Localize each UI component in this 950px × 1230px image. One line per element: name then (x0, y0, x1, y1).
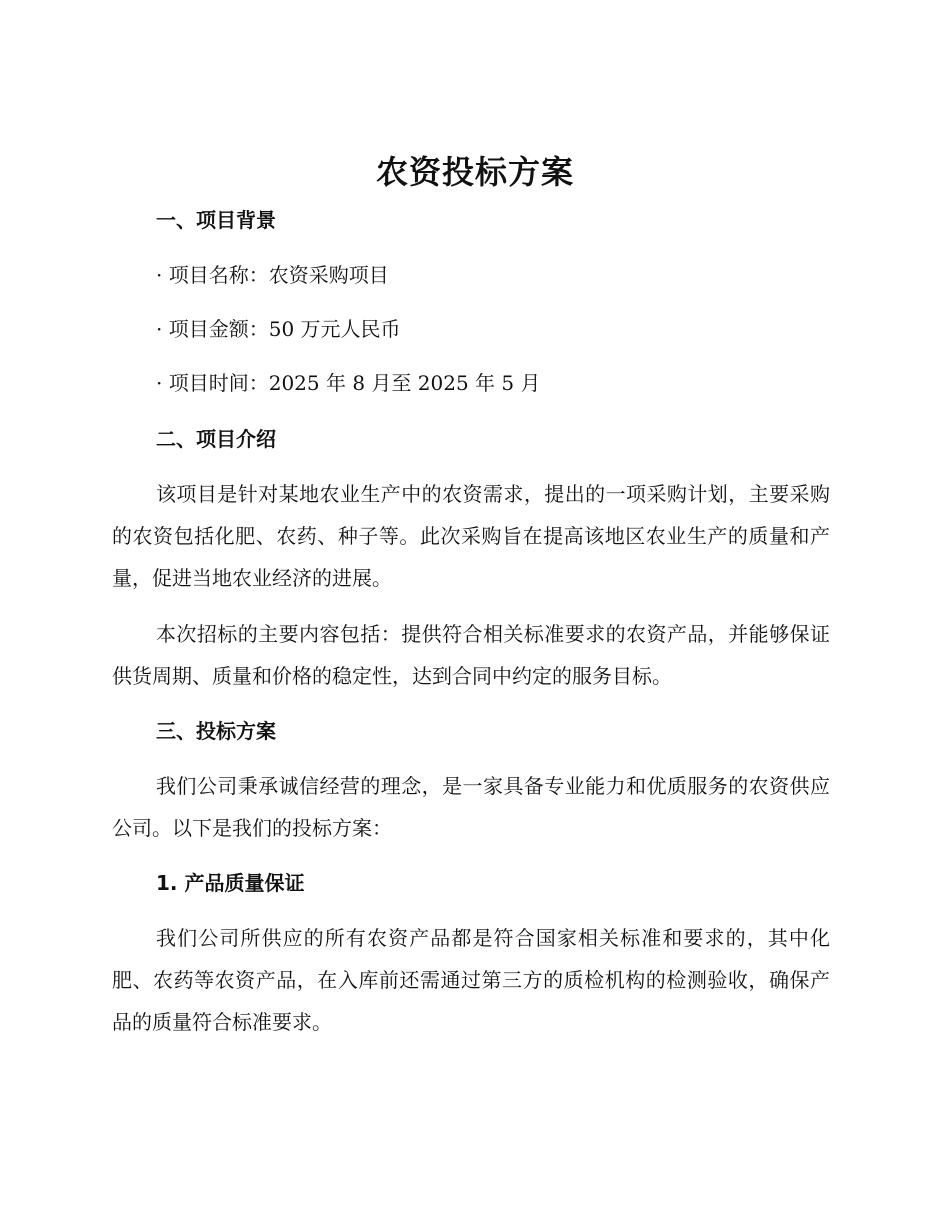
quality-paragraph-1 (112, 917, 830, 1043)
intro-paragraph-2 (112, 613, 830, 697)
paragraph-text: 该项目是针对某地农业生产中的农资需求，提出的一项采购计划，主要采购的农资包括化肥、农药、种子等。此次采购旨在提高该地区农业生产的质量和产量，促进当地农业经济的进展。 (112, 482, 830, 590)
paragraph-text: 本次招标的主要内容包括：提供符合相关标准要求的农资产品，并能够保证供货周期、质量和价格的稳定性，达到合同中约定的服务目标。 (112, 622, 830, 688)
list-item-project-name: · 项目名称：农资采购项目 (156, 263, 389, 287)
paragraph-text: 我们公司秉承诚信经营的理念，是一家具备专业能力和优质服务的农资供应公司。以下是我们的投标方案： (112, 774, 830, 840)
section-heading-plan: 三、投标方案 (156, 719, 276, 743)
section-heading-background: 一、项目背景 (156, 208, 276, 232)
list-item-project-time: · 项目时间：2025 年 8 月至 2025 年 5 月 (156, 371, 541, 395)
document-title: 农资投标方案 (375, 153, 574, 191)
paragraph-text: 我们公司所供应的所有农资产品都是符合国家相关标准和要求的，其中化肥、农药等农资产品，在入库前还需通过第三方的质检机构的检测验收，确保产品的质量符合标准要求。 (112, 926, 830, 1034)
intro-paragraph-1 (112, 473, 830, 599)
plan-paragraph-1 (112, 765, 830, 849)
list-item-project-amount: · 项目金额：50 万元人民币 (156, 317, 401, 341)
section-heading-intro: 二、项目介绍 (156, 427, 276, 451)
subsection-heading-quality: 1. 产品质量保证 (156, 871, 305, 895)
